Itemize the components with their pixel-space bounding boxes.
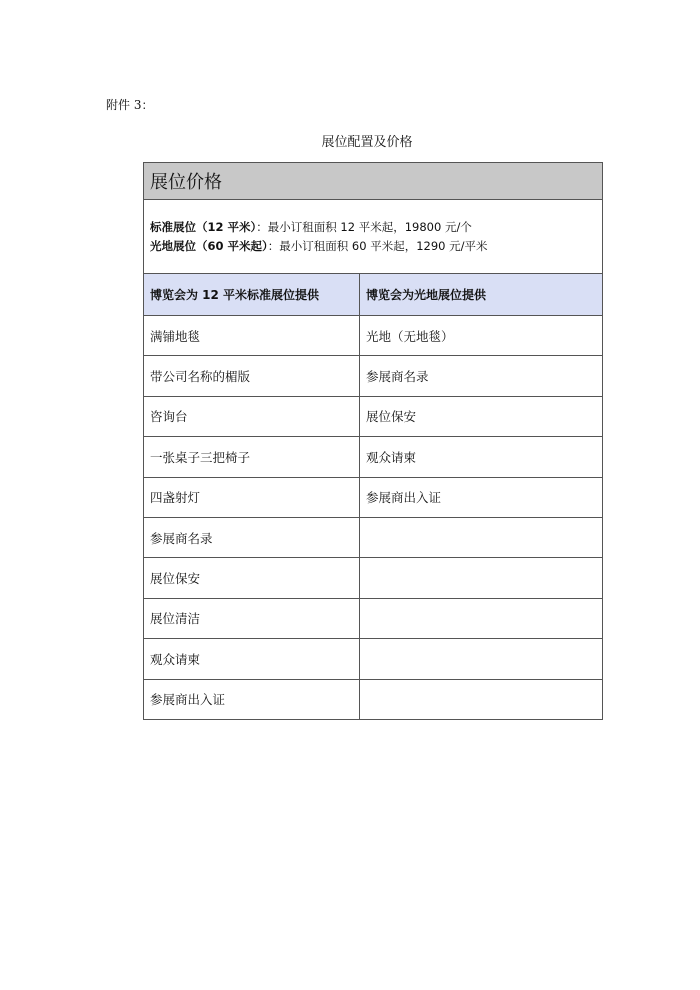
- raw-space-text: ：最小订租面积 60 平米起，1290 元/平米: [267, 238, 488, 253]
- raw-space-item: [360, 598, 603, 638]
- table-row: [144, 679, 603, 719]
- raw-space-item: 展位保安: [360, 396, 603, 436]
- table-row: [144, 356, 603, 396]
- booth-price-table: [143, 162, 603, 720]
- info-cell: [144, 200, 603, 274]
- raw-space-item: [360, 679, 603, 719]
- info-row: [144, 200, 603, 274]
- raw-space-item: 光地（无地毯）: [360, 316, 603, 356]
- raw-space-item: 参展商出入证: [360, 477, 603, 517]
- standard-item: 参展商名录: [144, 517, 360, 557]
- standard-item: 四盏射灯: [144, 477, 360, 517]
- attachment-label: 附件 3：: [106, 98, 154, 112]
- standard-booth-text: ：最小订租面积 12 平米起，19800 元/个: [256, 219, 472, 234]
- standard-item: 满铺地毯: [144, 316, 360, 356]
- raw-space-item: 观众请柬: [360, 437, 603, 477]
- table-row: [144, 437, 603, 477]
- standard-item: 参展商出入证: [144, 679, 360, 719]
- standard-item: 展位保安: [144, 558, 360, 598]
- section-heading-row: [144, 163, 603, 200]
- table-row: [144, 598, 603, 638]
- table-row: [144, 477, 603, 517]
- raw-space-info: [150, 237, 602, 256]
- page-title: 展位配置及价格: [321, 135, 413, 150]
- standard-booth-label: 标准展位（12 平米）: [150, 219, 257, 234]
- standard-item: 咨询台: [144, 396, 360, 436]
- standard-item: 展位清洁: [144, 598, 360, 638]
- raw-space-item: [360, 517, 603, 557]
- section-heading: 展位价格: [144, 163, 603, 200]
- standard-item: 观众请柬: [144, 639, 360, 679]
- column-header-row: [144, 274, 603, 316]
- column-header-raw-space: 博览会为光地展位提供: [360, 274, 603, 316]
- table-row: [144, 639, 603, 679]
- table-row: [144, 558, 603, 598]
- standard-item: 带公司名称的楣版: [144, 356, 360, 396]
- raw-space-item: [360, 558, 603, 598]
- raw-space-label: 光地展位（60 平米起）: [150, 238, 268, 253]
- table-row: [144, 517, 603, 557]
- standard-item: 一张桌子三把椅子: [144, 437, 360, 477]
- table-row: [144, 316, 603, 356]
- column-header-standard: 博览会为 12 平米标准展位提供: [144, 274, 360, 316]
- table-row: [144, 396, 603, 436]
- raw-space-item: [360, 639, 603, 679]
- raw-space-item: 参展商名录: [360, 356, 603, 396]
- standard-booth-info: [150, 218, 602, 237]
